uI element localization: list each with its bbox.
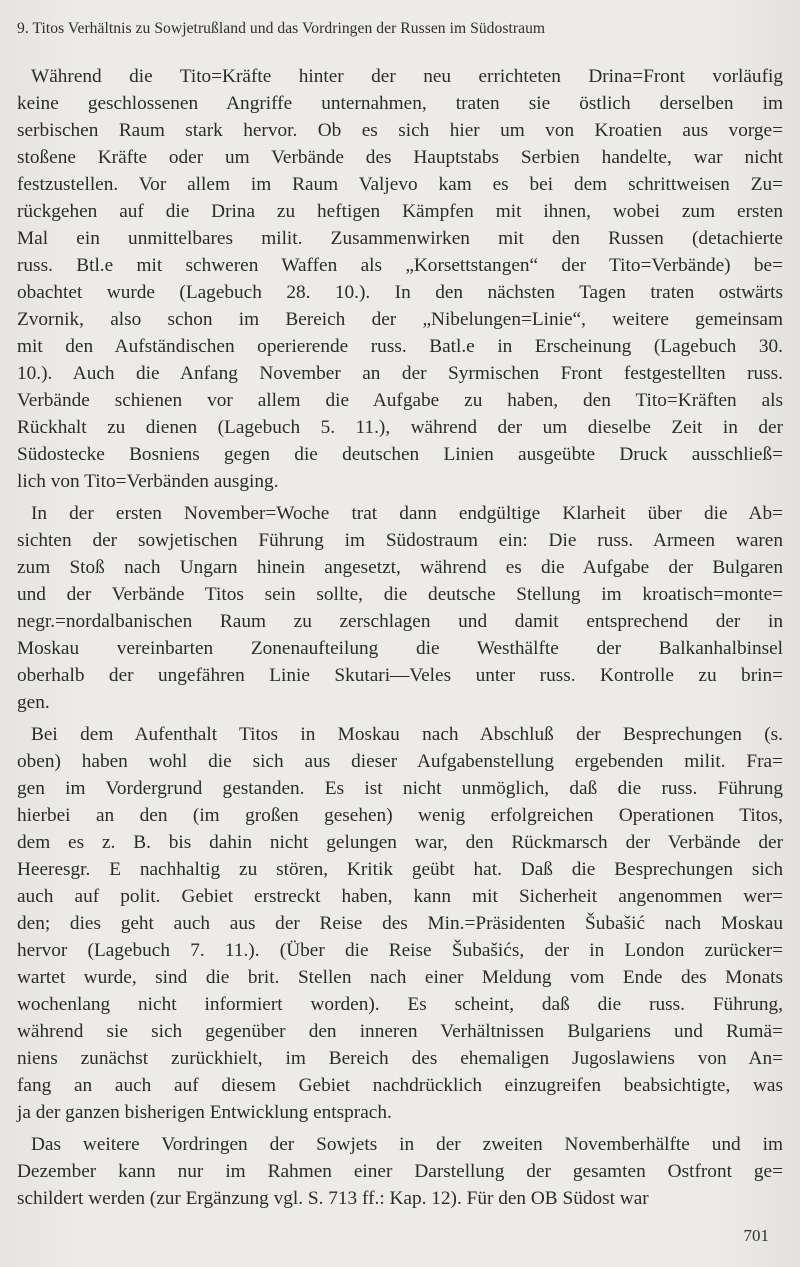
text-line: Rückhalt zu dienen (Lagebuch 5. 11.), während der um dieselbe Zeit in der (17, 417, 783, 438)
page-number: 701 (743, 1226, 769, 1245)
text-line: Während die Tito=Kräfte hinter der neu errichteten Drina=Front vorläufig (31, 66, 783, 87)
running-head: 9. Titos Verhältnis zu Sowjetrußland und das Vordringen der Russen im Südostraum (17, 20, 546, 37)
text-line: keine geschlossenen Angriffe unternahmen, traten sie östlich derselben im (17, 93, 783, 114)
text-line: hierbei an den (im großen gesehen) wenig erfolgreichen Operationen Titos, (17, 805, 783, 826)
text-line: wartet wurde, sind die brit. Stellen nach einer Meldung vom Ende des Monats (17, 967, 783, 988)
text-line: schildert werden (zur Ergänzung vgl. S. 713 ff.: Kap. 12). Für den OB Südost war (17, 1188, 649, 1209)
text-line: rückgehen auf die Drina zu heftigen Kämpfen mit ihnen, wobei zum ersten (17, 201, 783, 222)
body-text (17, 63, 783, 1217)
text-line: hervor (Lagebuch 7. 11.). (Über die Reise Šubašićs, der in London zurücker= (17, 940, 783, 961)
text-line: den; dies geht auch aus der Reise des Min.=Präsidenten Šubašić nach Moskau (17, 913, 783, 934)
text-line: Verbände schienen vor allem die Aufgabe zu haben, den Tito=Kräften als (17, 390, 783, 411)
text-line: oberhalb der ungefähren Linie Skutari—Veles unter russ. Kontrolle zu brin= (17, 665, 783, 686)
text-line: fang an auch auf diesem Gebiet nachdrücklich einzugreifen beabsichtigte, was (17, 1075, 783, 1096)
text-line: obachtet wurde (Lagebuch 28. 10.). In den nächsten Tagen traten ostwärts (17, 282, 783, 303)
text-line: und der Verbände Titos sein sollte, die deutsche Stellung im kroatisch=monte= (17, 584, 783, 605)
text-line: ja der ganzen bisherigen Entwicklung entsprach. (17, 1102, 392, 1123)
paragraph (17, 63, 783, 495)
text-line: während sie sich gegenüber den inneren Verhältnissen Bulgariens und Rumä= (17, 1021, 783, 1042)
text-line: stoßene Kräfte oder um Verbände des Hauptstabs Serbien handelte, war nicht (17, 147, 783, 168)
text-line: Mal ein unmittelbares milit. Zusammenwirken mit den Russen (detachierte (17, 228, 783, 249)
text-line: Zvornik, also schon im Bereich der „Nibelungen=Linie“, weitere gemeinsam (17, 309, 783, 330)
text-line: Das weitere Vordringen der Sowjets in der zweiten Novemberhälfte und im (31, 1134, 783, 1155)
text-line: auch auf polit. Gebiet erstreckt haben, kann mit Sicherheit angenommen wer= (17, 886, 783, 907)
paragraph (17, 1131, 783, 1212)
text-line: lich von Tito=Verbänden ausging. (17, 471, 279, 492)
text-line: Bei dem Aufenthalt Titos in Moskau nach Abschluß der Besprechungen (s. (31, 724, 783, 745)
text-line: Moskau vereinbarten Zonenaufteilung die Westhälfte der Balkanhalbinsel (17, 638, 783, 659)
text-line: festzustellen. Vor allem im Raum Valjevo kam es bei dem schrittweisen Zu= (17, 174, 783, 195)
paragraph (17, 721, 783, 1126)
text-line: zum Stoß nach Ungarn hinein angesetzt, während es die Aufgabe der Bulgaren (17, 557, 783, 578)
text-line: russ. Btl.e mit schweren Waffen als „Korsettstangen“ der Tito=Verbände) be= (17, 255, 783, 276)
paragraph (17, 500, 783, 716)
text-line: oben) haben wohl die sich aus dieser Aufgabenstellung ergebenden milit. Fra= (17, 751, 783, 772)
text-line: wochenlang nicht informiert worden). Es scheint, daß die russ. Führung, (17, 994, 783, 1015)
text-line: Südostecke Bosniens gegen die deutschen Linien ausgeübte Druck ausschließ= (17, 444, 783, 465)
text-line: gen. (17, 692, 50, 713)
text-line: In der ersten November=Woche trat dann endgültige Klarheit über die Ab= (31, 503, 783, 524)
text-line: Dezember kann nur im Rahmen einer Darstellung der gesamten Ostfront ge= (17, 1161, 783, 1182)
text-line: mit den Aufständischen operierende russ. Batl.e in Erscheinung (Lagebuch 30. (17, 336, 783, 357)
text-line: sichten der sowjetischen Führung im Südostraum ein: Die russ. Armeen waren (17, 530, 783, 551)
text-line: gen im Vordergrund gestanden. Es ist nicht unmöglich, daß die russ. Führung (17, 778, 783, 799)
text-line: 10.). Auch die Anfang November an der Syrmischen Front festgestellten russ. (17, 363, 783, 384)
text-line: niens zunächst zurückhielt, im Bereich des ehemaligen Jugoslawiens von An= (17, 1048, 783, 1069)
text-line: Heeresgr. E nachhaltig zu stören, Kritik geübt hat. Daß die Besprechungen sich (17, 859, 783, 880)
text-line: serbischen Raum stark hervor. Ob es sich hier um von Kroatien aus vorge= (17, 120, 783, 141)
text-line: negr.=nordalbanischen Raum zu zerschlagen und damit entsprechend der in (17, 611, 783, 632)
text-line: dem es z. B. bis dahin nicht gelungen war, den Rückmarsch der Verbände der (17, 832, 783, 853)
